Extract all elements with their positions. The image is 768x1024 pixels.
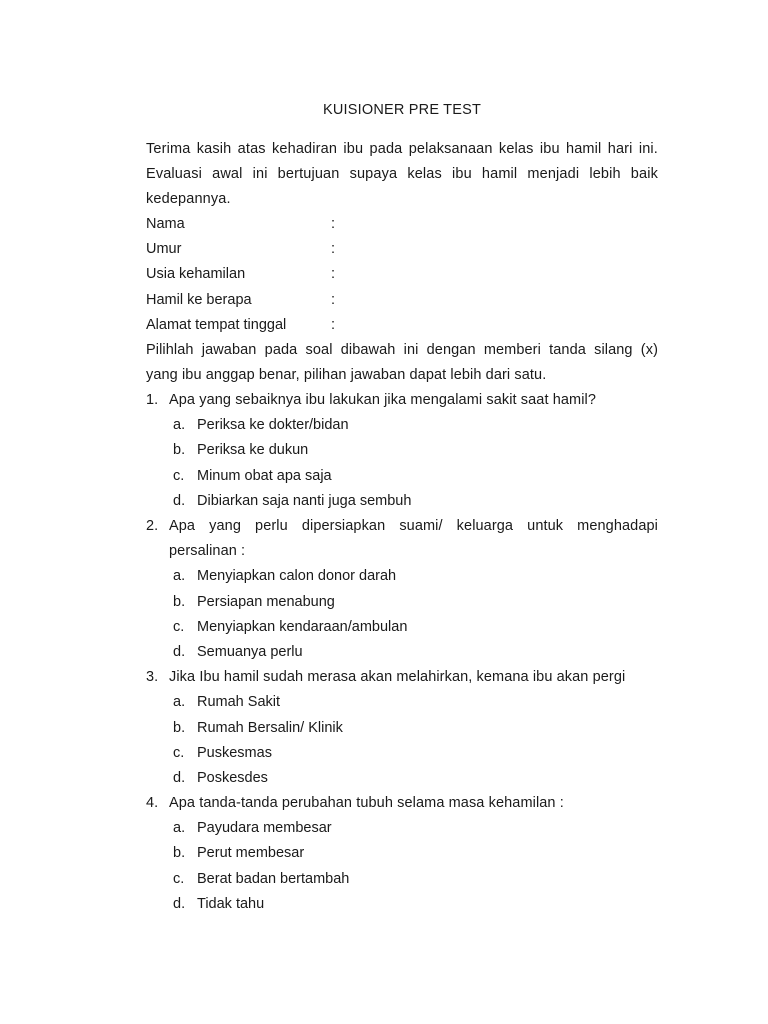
question-number: 4. — [146, 795, 159, 812]
option-text: Rumah Bersalin/ Klinik — [197, 719, 343, 736]
option-c — [146, 741, 658, 766]
option-letter: c. — [173, 870, 185, 887]
option-text: Menyiapkan kendaraan/ambulan — [197, 618, 408, 635]
option-d — [146, 766, 658, 791]
option-letter: b. — [173, 593, 186, 610]
question-text — [146, 388, 658, 413]
field-label: Hamil ke berapa — [146, 291, 252, 308]
option-text: Periksa ke dokter/bidan — [197, 417, 349, 434]
field-nama — [146, 212, 658, 237]
intro-line: Evaluasi awal ini bertujuan supaya kelas ibu hamil menjadi lebih baik — [146, 166, 658, 183]
identity-fields — [146, 212, 658, 338]
option-letter: d. — [173, 895, 186, 912]
option-letter: b. — [173, 442, 186, 459]
option-text: Menyiapkan calon donor darah — [197, 568, 397, 585]
option-text: Poskesdes — [197, 769, 268, 786]
option-d — [146, 489, 658, 514]
question-text — [146, 514, 658, 564]
option-text: Rumah Sakit — [197, 694, 281, 711]
option-c — [146, 867, 658, 892]
question-line: Apa yang perlu dipersiapkan suami/ keluarga untuk menghadapi — [169, 517, 658, 534]
option-c — [146, 615, 658, 640]
document-title: KUISIONER PRE TEST — [322, 102, 482, 118]
question-text — [146, 665, 658, 690]
option-letter: b. — [173, 719, 186, 736]
option-b — [146, 841, 658, 866]
option-text: Perut membesar — [197, 845, 305, 862]
field-colon: : — [331, 266, 336, 283]
option-a — [146, 564, 658, 589]
option-letter: b. — [173, 845, 186, 862]
field-hamil-ke-berapa — [146, 288, 658, 313]
question-line: Apa tanda-tanda perubahan tubuh selama masa kehamilan : — [169, 795, 564, 812]
option-letter: d. — [173, 492, 186, 509]
option-letter: a. — [173, 417, 186, 434]
field-colon: : — [331, 316, 336, 333]
option-text: Tidak tahu — [197, 895, 265, 912]
field-alamat — [146, 313, 658, 338]
instruction-line: yang ibu anggap benar, pilihan jawaban dapat lebih dari satu. — [146, 367, 547, 384]
option-letter: a. — [173, 568, 186, 585]
field-usia-kehamilan — [146, 262, 658, 287]
question-3 — [146, 665, 658, 791]
option-text: Periksa ke dukun — [197, 442, 309, 459]
option-letter: c. — [173, 618, 185, 635]
question-number: 1. — [146, 392, 159, 408]
intro-line: kedepannya. — [146, 191, 231, 208]
field-umur — [146, 237, 658, 262]
field-label: Nama — [146, 216, 185, 232]
field-label: Umur — [146, 241, 182, 258]
field-label: Usia kehamilan — [146, 266, 246, 283]
question-text — [146, 791, 658, 816]
option-letter: d. — [173, 643, 186, 660]
field-colon: : — [331, 216, 336, 232]
option-c — [146, 464, 658, 489]
option-text: Dibiarkan saja nanti juga sembuh — [197, 492, 412, 509]
option-text: Payudara membesar — [197, 820, 332, 837]
option-a — [146, 690, 658, 715]
option-b — [146, 716, 658, 741]
option-d — [146, 892, 658, 917]
question-line: Apa yang sebaiknya ibu lakukan jika mengalami sakit saat hamil? — [169, 392, 597, 408]
field-colon: : — [331, 241, 336, 258]
option-letter: a. — [173, 820, 186, 837]
question-1 — [146, 388, 658, 514]
option-a — [146, 816, 658, 841]
option-text: Semuanya perlu — [197, 643, 303, 660]
option-letter: a. — [173, 694, 186, 711]
option-letter: d. — [173, 769, 186, 786]
intro-paragraph — [146, 137, 658, 213]
question-number: 2. — [146, 517, 159, 534]
field-label: Alamat tempat tinggal — [146, 316, 287, 333]
question-2 — [146, 514, 658, 665]
question-list — [146, 388, 658, 917]
question-line: Jika Ibu hamil sudah merasa akan melahirkan, kemana ibu akan pergi — [169, 669, 626, 686]
option-b — [146, 438, 658, 463]
option-b — [146, 590, 658, 615]
option-text: Berat badan bertambah — [197, 870, 350, 887]
intro-line: Terima kasih atas kehadiran ibu pada pelaksanaan kelas ibu hamil hari ini. — [146, 141, 658, 157]
instruction-line: Pilihlah jawaban pada soal dibawah ini dengan memberi tanda silang (x) — [146, 342, 658, 358]
question-4 — [146, 791, 658, 917]
option-text: Puskesmas — [197, 744, 272, 761]
option-letter: c. — [173, 744, 185, 761]
option-text: Persiapan menabung — [197, 593, 335, 610]
field-colon: : — [331, 291, 336, 308]
instruction-paragraph — [146, 338, 658, 388]
option-d — [146, 640, 658, 665]
option-letter: c. — [173, 467, 185, 484]
question-line: persalinan : — [169, 543, 246, 560]
option-text: Minum obat apa saja — [197, 467, 332, 484]
question-number: 3. — [146, 669, 159, 686]
option-a — [146, 413, 658, 438]
